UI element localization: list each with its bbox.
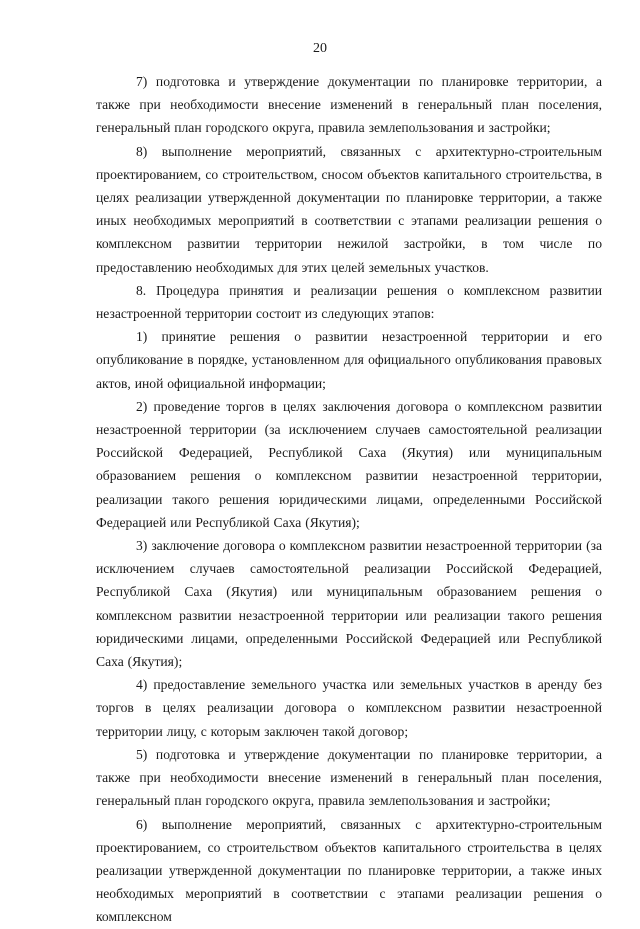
paragraph-stage-2: 2) проведение торгов в целях заключения договора о комплексном развитии незастроенной территории (за исключением случаев самостоятельной реализации Российской Федерацией, Республикой Саха (Якутия) или муниципальным образованием решения о комплексном развитии незастроенной территории, реализации такого решения юридическими лицами, определенными Российской Федерацией или Республикой Саха (Якутия); [96,398,602,530]
paragraph-item-7: 7) подготовка и утверждение документации по планировке территории, а также при необходимости внесение изменений в генеральный план поселения, генеральный план городского округа, правила землепользования и застройки; [96,74,602,136]
paragraph-stage-3: 3) заключение договора о комплексном развитии незастроенной территории (за исключением случаев самостоятельной реализации Российской Федерацией, Республикой Саха (Якутия) или муниципальным образованием решения о комплексном развитии незастроенной территории или реализации такого решения юридическими лицами, определенными Российской Федерацией или Республикой Саха (Якутия); [96,538,602,670]
paragraph-section-8: 8. Процедура принятия и реализации решения о комплексном развитии незастроенной территории состоит из следующих этапов: [96,282,602,322]
paragraph-stage-4: 4) предоставление земельного участка или земельных участков в аренду без торгов в целях реализации договора о комплексном развитии незастроенной территории лицу, с которым заключен такой договор; [96,677,602,739]
paragraph-stage-1: 1) принятие решения о развитии незастроенной территории и его опубликование в порядке, установленном для официального опубликования правовых актов, иной официальной информации; [96,329,602,391]
paragraph-item-8: 8) выполнение мероприятий, связанных с архитектурно-строительным проектированием, со строительством, сносом объектов капитального строительства, в целях реализации утвержденной документации по планировке территории, а также иных необходимых мероприятий в соответствии с этапами реализации решения о комплексном развитии территории нежилой застройки, в том числе по предоставлению необходимых для этих целей земельных участков. [96,143,602,275]
paragraph-stage-5: 5) подготовка и утверждение документации по планировке территории, а также при необходимости внесение изменений в генеральный план поселения, генеральный план городского округа, правила землепользования и застройки; [96,746,602,809]
document-body [96,70,602,929]
paragraph-stage-6: 6) выполнение мероприятий, связанных с архитектурно-строительным проектированием, со строительством объектов капитального строительства в целях реализации утвержденной документации по планировке территории, а также иных необходимых мероприятий в соответствии с этапами реализации решения о комплексном [96,816,602,925]
page-number: 20 [313,41,327,56]
